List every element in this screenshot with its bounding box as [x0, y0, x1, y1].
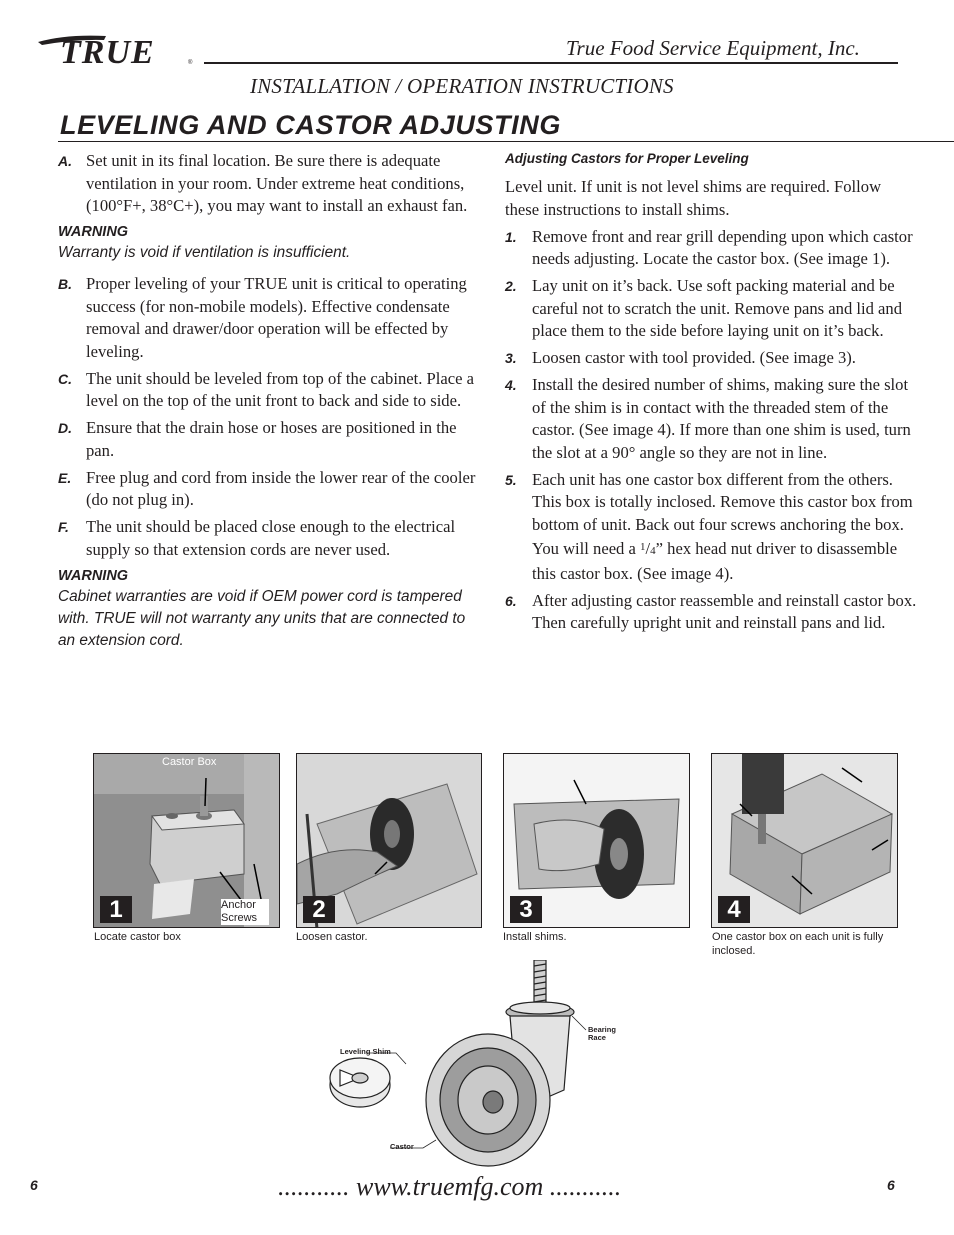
- image-caption: One castor box on each unit is fully inclosed.: [712, 931, 884, 957]
- step-label: E.: [58, 469, 72, 486]
- step-text: Lay unit on it’s back. Use soft packing material and be careful not to scratch the unit. Remove pans and lid and place them to the side before laying unit on it’s back.: [532, 276, 903, 340]
- castor-box-label: Castor Box: [162, 756, 217, 768]
- step-label: 3.: [505, 350, 517, 366]
- castor-diagram: [328, 960, 628, 1170]
- step-text: The unit should be placed close enough to the electrical supply so that extension cords are never used.: [86, 517, 456, 559]
- photo-castor-box: [93, 753, 280, 928]
- photo-enclosed-castor-box: [711, 753, 898, 928]
- step-text: Ensure that the drain hose or hoses are positioned in the pan.: [86, 418, 457, 460]
- document-subtitle: INSTALLATION / OPERATION INSTRUCTIONS: [250, 74, 674, 98]
- step-label: C.: [58, 370, 72, 387]
- image-number: 3: [510, 896, 542, 923]
- step-label: 5.: [505, 471, 517, 488]
- fraction-denominator: 4: [650, 545, 656, 557]
- step-text: Install the desired number of shims, making sure the slot of the shim is in contact with the threaded stem of the castor. (See image 4). If more than one shim is used, turn the slot at a 90° angle so they are not in line.: [532, 375, 911, 462]
- fraction-numerator: 1: [640, 541, 646, 553]
- step-label: F.: [58, 519, 69, 535]
- image-caption: Locate castor box: [94, 931, 181, 943]
- castor-step-2: [505, 275, 919, 343]
- step-a: [58, 150, 478, 218]
- step-text: Proper leveling of your TRUE unit is critical to operating success (for non-mobile models). Effective condensate removal and drawer/door operation will be effected by leveling.: [86, 274, 467, 361]
- page-number-left: 6: [30, 1177, 38, 1193]
- castor-step-4: [505, 374, 919, 464]
- right-column: [505, 150, 919, 639]
- intro-paragraph: Level unit. If unit is not level shims are required. Follow these instructions to install shims.: [505, 177, 882, 219]
- left-column: [58, 150, 478, 661]
- step-text: Remove front and rear grill depending upon which castor needs adjusting. Locate the castor box. (See image 1).: [532, 226, 913, 268]
- step-label: B.: [58, 276, 72, 292]
- castor-step-1: [505, 226, 919, 271]
- castor-step-3: [505, 347, 919, 370]
- warning-text: Warranty is void if ventilation is insufficient.: [58, 244, 351, 261]
- image-caption: Loosen castor.: [296, 931, 368, 943]
- page-number-right: 6: [887, 1177, 895, 1193]
- logo-text: TRUE: [60, 34, 155, 70]
- leveling-shim-label: Leveling Shim: [340, 1047, 391, 1056]
- header-rule: [204, 62, 898, 64]
- image-number: 1: [100, 896, 132, 923]
- step-c: [58, 368, 478, 413]
- castor-label: Castor: [390, 1142, 414, 1151]
- photo-loosen-castor: [296, 753, 482, 928]
- website-url: ........... www.truemfg.com ...........: [278, 1172, 622, 1201]
- subheading: Adjusting Castors for Proper Leveling: [505, 151, 749, 166]
- photo-install-shims: [503, 753, 690, 928]
- title-rule: [58, 141, 954, 142]
- anchor-screws-label: Anchor Screws: [221, 899, 269, 925]
- svg-text:®: ®: [188, 60, 193, 66]
- step-text: Free plug and cord from inside the lower rear of the cooler (do not plug in).: [86, 467, 476, 509]
- warning-heading: WARNING: [58, 224, 129, 240]
- step-text-continued: ” hex head nut driver to disassemble this castor box. (See image 4).: [532, 539, 898, 583]
- step-text: Loosen castor with tool provided. (See image 3).: [532, 348, 856, 367]
- step-f: [58, 516, 478, 561]
- step-e: [58, 467, 478, 512]
- image-caption: Install shims.: [503, 931, 567, 943]
- warning-heading: WARNING: [58, 567, 129, 584]
- section-title: LEVELING AND CASTOR ADJUSTING: [60, 110, 561, 140]
- castor-illustration: [328, 960, 628, 1170]
- step-label: 6.: [505, 592, 517, 609]
- true-logo: [36, 30, 200, 70]
- step-label: 1.: [505, 228, 517, 245]
- step-text: Set unit in its final location. Be sure there is adequate ventilation in your room. Under extreme heat conditions, (100°F+, 38°C+), you may want to install an exhaust fan.: [86, 151, 468, 215]
- image-number: 4: [718, 896, 750, 923]
- step-label: 4.: [505, 377, 517, 393]
- step-text: After adjusting castor reassemble and reinstall castor box. Then carefully upright unit and reinstall pans and lid.: [532, 590, 917, 632]
- step-b: [58, 273, 478, 363]
- bearing-race-label: Bearing Race: [588, 1025, 616, 1042]
- step-label: A.: [58, 153, 72, 169]
- step-text: The unit should be leveled from top of the cabinet. Place a level on the top of the unit front to back and side to side.: [86, 368, 474, 410]
- castor-step-6: [505, 590, 919, 635]
- step-text: Each unit has one castor box different from the others. This box is totally inclosed. Remove this castor box from bottom of unit. Back out four screws anchoring the box. You will need a: [532, 469, 913, 558]
- company-name: True Food Service Equipment, Inc.: [566, 36, 860, 60]
- step-label: 2.: [505, 278, 517, 294]
- step-label: D.: [58, 420, 72, 436]
- castor-step-5: 5. Each unit has one castor box different from the others. This box is totally inclosed. Remove this castor box from bottom of unit. Back out four screws anchoring the box. You will need a $^1$/4” hex head nut driver to disassemble this castor box. (See image 4).: [505, 469, 913, 583]
- image-number: 2: [303, 896, 335, 923]
- step-d: [58, 417, 478, 462]
- warning-text: Cabinet warranties are void if OEM power cord is tampered with. TRUE will not warranty any units that are connected to an extension cord.: [58, 587, 466, 649]
